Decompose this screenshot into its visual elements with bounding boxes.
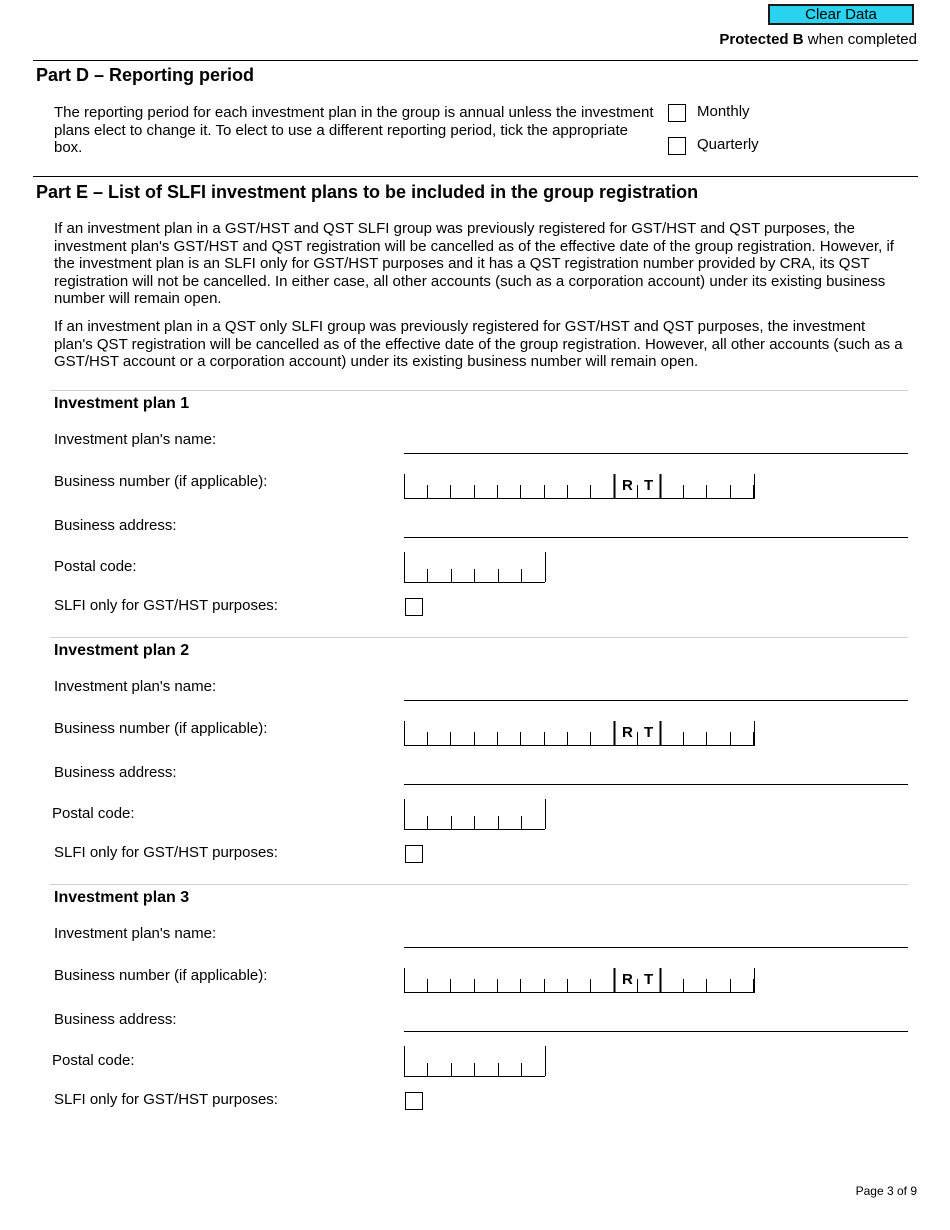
plan-name-label: Investment plan's name: xyxy=(54,925,217,942)
plan-divider xyxy=(50,884,908,885)
slfi-label: SLFI only for GST/HST purposes: xyxy=(54,844,278,861)
business-number-input[interactable] xyxy=(404,721,756,746)
postal-code-input[interactable] xyxy=(404,1046,546,1077)
divider xyxy=(33,60,918,61)
business-address-input[interactable] xyxy=(404,537,908,538)
monthly-checkbox[interactable] xyxy=(668,104,686,122)
postal-code-label: Postal code: xyxy=(54,558,137,575)
business-number-label: Business number (if applicable): xyxy=(54,967,268,984)
quarterly-label: Quarterly xyxy=(697,136,759,153)
part-d-text: The reporting period for each investment plan in the group is annual unless the investment plans elect to change it. To elect to use a different reporting period, tick the appropriate box. xyxy=(54,104,654,156)
slfi-label: SLFI only for GST/HST purposes: xyxy=(54,597,278,614)
plan-name-label: Investment plan's name: xyxy=(54,678,217,695)
business-number-label: Business number (if applicable): xyxy=(54,473,268,490)
business-address-label: Business address: xyxy=(54,1011,177,1028)
rt-letter-r: R xyxy=(622,971,633,988)
plan-name-input[interactable] xyxy=(404,947,908,948)
business-address-input[interactable] xyxy=(404,784,908,785)
when-completed-label: when completed xyxy=(803,31,917,48)
business-number-grid xyxy=(404,474,756,499)
divider xyxy=(33,176,918,177)
rt-letter-t: T xyxy=(644,477,654,494)
plan-divider xyxy=(50,637,908,638)
postal-code-label: Postal code: xyxy=(52,1052,135,1069)
protected-b-notice xyxy=(719,31,917,48)
slfi-checkbox[interactable] xyxy=(405,1092,423,1110)
rt-letter-r: R xyxy=(622,724,633,741)
postal-code-input[interactable] xyxy=(404,799,546,830)
postal-code-grid xyxy=(404,552,546,583)
business-address-label: Business address: xyxy=(54,517,177,534)
plan-title: Investment plan 2 xyxy=(54,642,190,659)
rt-letter-t: T xyxy=(644,971,654,988)
business-number-label: Business number (if applicable): xyxy=(54,720,268,737)
plan-name-input[interactable] xyxy=(404,700,908,701)
part-d-title: Part D – Reporting period xyxy=(36,65,255,85)
slfi-label: SLFI only for GST/HST purposes: xyxy=(54,1091,278,1108)
monthly-label: Monthly xyxy=(697,103,750,120)
plan-divider xyxy=(50,390,908,391)
quarterly-checkbox[interactable] xyxy=(668,137,686,155)
rt-letter-t: T xyxy=(644,724,654,741)
business-number-grid xyxy=(404,721,756,746)
business-address-label: Business address: xyxy=(54,764,177,781)
business-number-grid xyxy=(404,968,756,993)
plan-name-input[interactable] xyxy=(404,453,908,454)
plan-name-label: Investment plan's name: xyxy=(54,431,217,448)
postal-code-label: Postal code: xyxy=(52,805,135,822)
clear-data-button[interactable]: Clear Data xyxy=(768,4,914,25)
protected-b-label: Protected B xyxy=(719,31,804,48)
part-e-paragraph-1: If an investment plan in a GST/HST and QST SLFI group was previously registered for GST/HST and QST purposes, the investment plan's GST/HST and QST registration will be cancelled as of the effective date of the group registration. However, if the investment plan is an SLFI only for GST/HST purposes and it has a QST registration number provided by CRA, its QST registration will not be cancelled. In either case, all other accounts (such as a corporation account) under its existing business number will remain open. xyxy=(54,220,894,307)
plan-title: Investment plan 1 xyxy=(54,395,190,412)
postal-code-grid xyxy=(404,1046,546,1077)
part-e-paragraph-2: If an investment plan in a QST only SLFI group was previously registered for GST/HST and QST purposes, the investment plan's QST registration will be cancelled as of the effective date of the group registration. However, all other accounts (such as a GST/HST account or a corporation account) under its existing business number will remain open. xyxy=(54,318,903,370)
business-number-input[interactable] xyxy=(404,474,756,499)
page-number: Page 3 of 9 xyxy=(855,1184,917,1198)
rt-letter-r: R xyxy=(622,477,633,494)
slfi-checkbox[interactable] xyxy=(405,845,423,863)
postal-code-grid xyxy=(404,799,546,830)
business-address-input[interactable] xyxy=(404,1031,908,1032)
slfi-checkbox[interactable] xyxy=(405,598,423,616)
part-e-title: Part E – List of SLFI investment plans to be included in the group registration xyxy=(36,182,699,202)
business-number-input[interactable] xyxy=(404,968,756,993)
postal-code-input[interactable] xyxy=(404,552,546,583)
plan-title: Investment plan 3 xyxy=(54,889,190,906)
